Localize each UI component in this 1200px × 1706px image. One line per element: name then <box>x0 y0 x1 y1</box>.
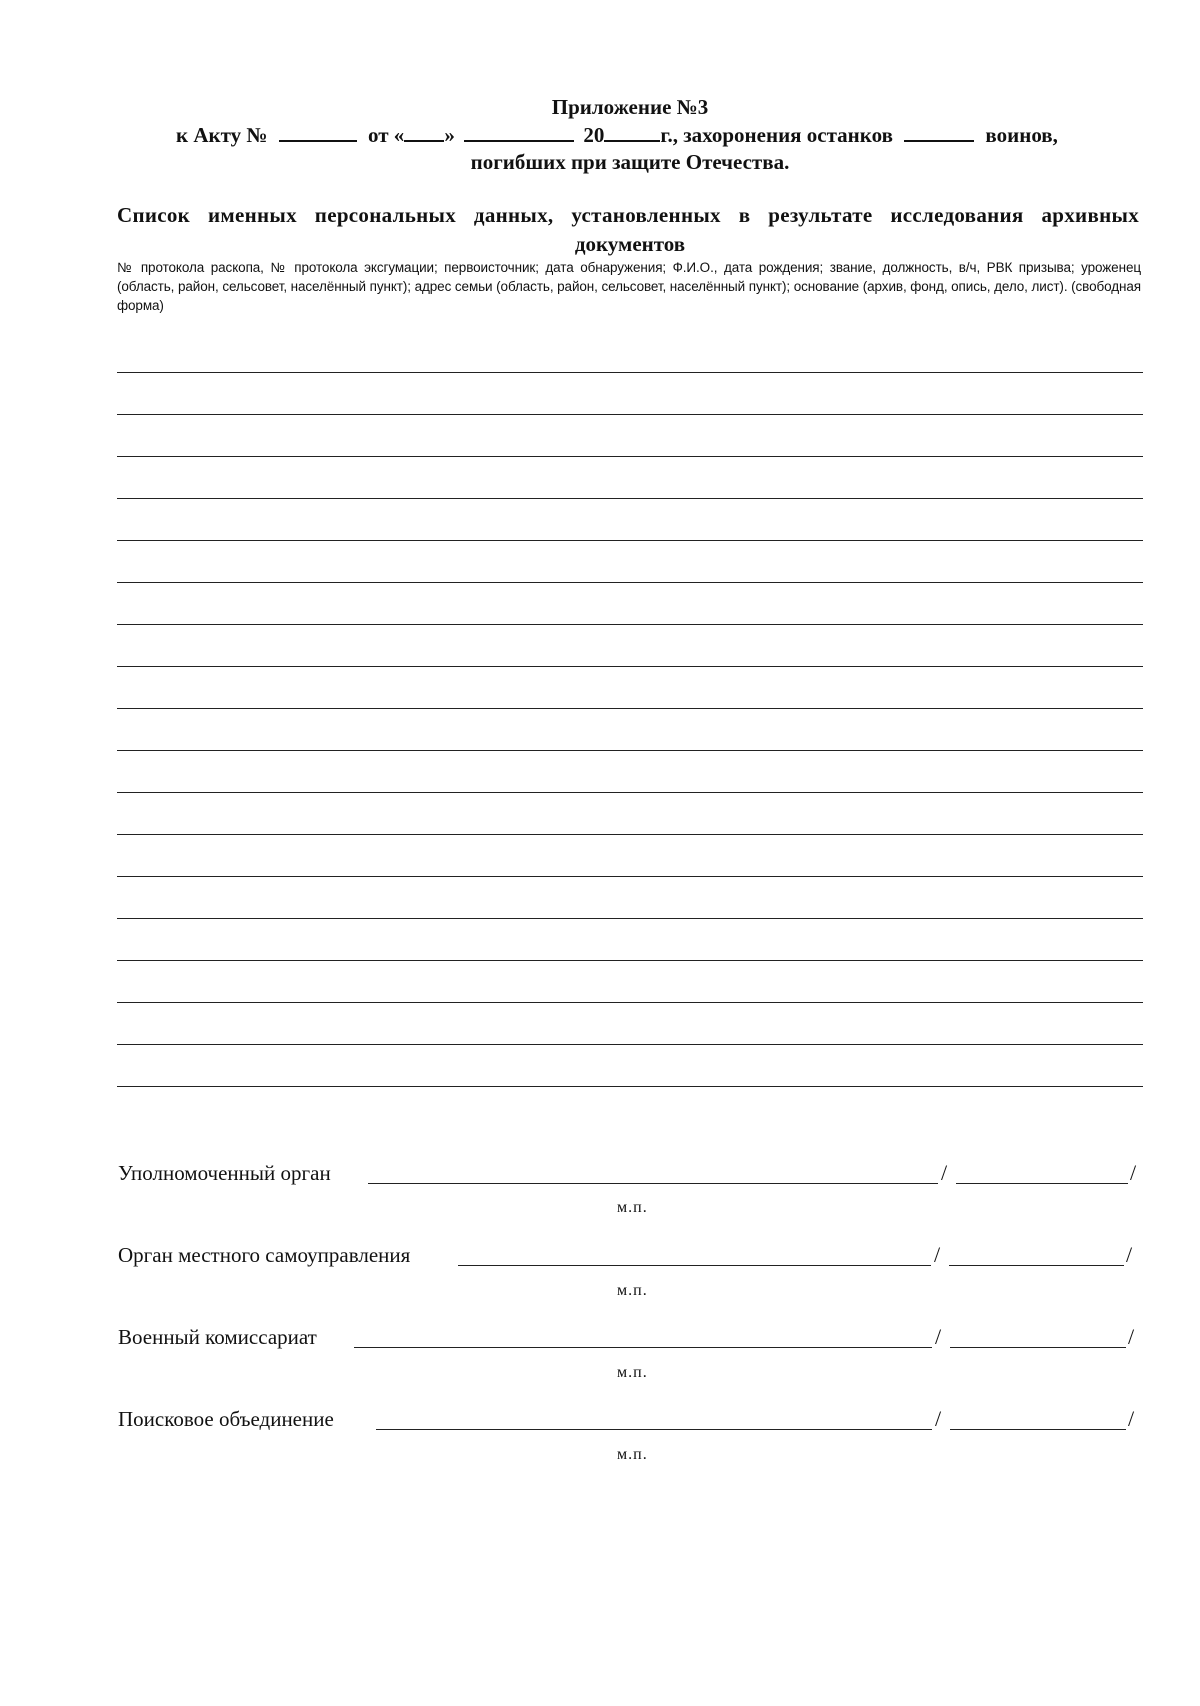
signature-label: Поисковое объединение <box>118 1407 334 1431</box>
slash-divider: / <box>934 1242 941 1267</box>
act-reference-line <box>176 122 1058 148</box>
entry-line[interactable] <box>117 918 1143 919</box>
slash-divider: / <box>1126 1242 1133 1267</box>
name-line[interactable] <box>949 1265 1124 1266</box>
entry-line[interactable] <box>117 960 1143 961</box>
fallen-line: погибших при защите Отечества. <box>470 150 790 174</box>
act-prefix: к Акту № <box>176 123 268 147</box>
entry-line[interactable] <box>117 414 1143 415</box>
act-burial: г., захоронения останков <box>660 123 893 147</box>
list-title-continued: документов <box>574 232 686 256</box>
act-quote-close: » <box>444 123 455 147</box>
slash-divider: / <box>935 1324 942 1349</box>
slash-divider: / <box>935 1406 942 1431</box>
entry-line[interactable] <box>117 708 1143 709</box>
entry-line[interactable] <box>117 456 1143 457</box>
signature-label: Военный комиссариат <box>118 1325 317 1349</box>
entry-line[interactable] <box>117 792 1143 793</box>
slash-divider: / <box>1128 1406 1135 1431</box>
entry-line[interactable] <box>117 1044 1143 1045</box>
signature-line[interactable] <box>458 1265 931 1266</box>
act-year-prefix: 20 <box>583 123 605 147</box>
entry-line[interactable] <box>117 750 1143 751</box>
entry-line[interactable] <box>117 834 1143 835</box>
entry-line[interactable] <box>117 624 1143 625</box>
appendix-title: Приложение №3 <box>551 95 709 119</box>
name-line[interactable] <box>950 1347 1126 1348</box>
list-title: Список именных персональных данных, установленных в результате исследования архивных <box>117 203 1139 227</box>
entry-line[interactable] <box>117 1002 1143 1003</box>
act-month-blank[interactable] <box>464 122 574 142</box>
signature-row-local-government <box>118 1240 1148 1270</box>
entry-line[interactable] <box>117 666 1143 667</box>
signature-line[interactable] <box>368 1183 938 1184</box>
stamp-place: м.п. <box>617 1446 648 1463</box>
entry-line[interactable] <box>117 372 1143 373</box>
remains-count-blank[interactable] <box>904 122 974 142</box>
entry-line[interactable] <box>117 498 1143 499</box>
stamp-place: м.п. <box>617 1364 648 1381</box>
slash-divider: / <box>1128 1324 1135 1349</box>
act-from: от « <box>368 123 405 147</box>
signature-row-search-association <box>118 1404 1148 1434</box>
act-warriors: воинов, <box>985 123 1058 147</box>
entry-line[interactable] <box>117 540 1143 541</box>
entry-line[interactable] <box>117 876 1143 877</box>
entry-line[interactable] <box>117 582 1143 583</box>
slash-divider: / <box>1130 1160 1137 1185</box>
act-number-blank[interactable] <box>279 122 357 142</box>
fields-hint: № протокола раскопа, № протокола эксгумации; первоисточник; дата обнаружения; Ф.И.О., дата рождения; звание, должность, в/ч, РВК призыва; уроженец (область, район, сельсовет, населённый пункт); адрес семьи (область, район, сельсовет, населённый пункт); основание (архив, фонд, опись, дело, лист). (свободная форма) <box>117 260 1141 313</box>
signature-line[interactable] <box>354 1347 932 1348</box>
stamp-place: м.п. <box>617 1199 648 1216</box>
entry-line[interactable] <box>117 1086 1143 1087</box>
name-line[interactable] <box>950 1429 1126 1430</box>
act-day-blank[interactable] <box>404 122 444 142</box>
signature-label: Орган местного самоуправления <box>118 1243 411 1267</box>
signature-row-military-commissariat <box>118 1322 1148 1352</box>
signature-label: Уполномоченный орган <box>118 1161 331 1185</box>
name-line[interactable] <box>956 1183 1128 1184</box>
act-year-blank[interactable] <box>604 122 660 142</box>
stamp-place: м.п. <box>617 1282 648 1299</box>
slash-divider: / <box>941 1160 948 1185</box>
signature-line[interactable] <box>376 1429 932 1430</box>
signature-row-authorized-body <box>118 1158 1148 1188</box>
